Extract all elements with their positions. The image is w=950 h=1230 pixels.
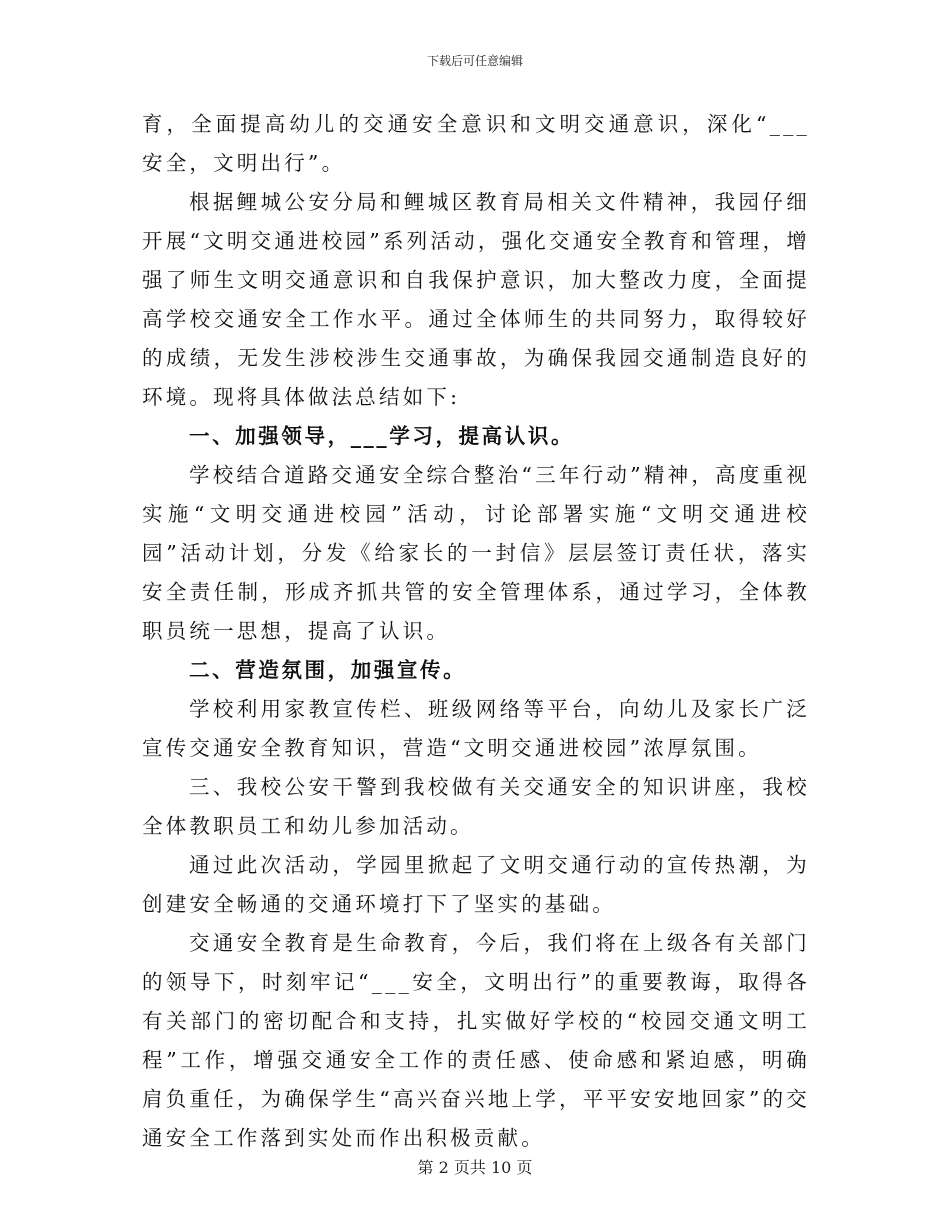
paragraph-conclusion: 交通安全教育是生命教育，今后，我们将在上级各有关部门的领导下，时刻牢记“___安全，文明出行”的重要教诲，取得各有关部门的密切配合和支持，扎实做好学校的“校园交通文明工程”工作，增强交通安全工作的责任感、使命感和紧迫感，明确肩负重任，为确保学生“高兴奋兴地上学，平平安安地回家”的交通安全工作落到实处而作出积极贡献。 — [142, 931, 810, 1150]
paragraph-section-3: 三、我校公安干警到我校做有关交通安全的知识讲座，我校全体教职员工和幼儿参加活动。 — [142, 775, 810, 838]
section-heading-1: 一、加强领导，___学习，提高认识。 — [189, 424, 575, 448]
paragraph-result: 通过此次活动，学园里掀起了文明交通行动的宣传热潮，为创建安全畅通的交通环境打下了坚实的基础。 — [142, 853, 810, 916]
page-number: 第 2 页共 10 页 — [417, 1158, 533, 1177]
paragraph-continuation: 育，全面提高幼儿的交通安全意识和文明交通意识，深化“___安全，文明出行”。 — [142, 112, 810, 175]
paragraph-section-1: 学校结合道路交通安全综合整治“三年行动”精神，高度重视实施“文明交通进校园”活动，讨论部署实施“文明交通进校园”活动计划，分发《给家长的一封信》层层签订责任状，落实安全责任制，形成齐抓共管的安全管理体系，通过学习，全体教职员统一思想，提高了认识。 — [142, 463, 810, 643]
page-header-note: 下载后可任意编辑 — [426, 54, 523, 68]
section-heading-2: 二、营造氛围，加强宣传。 — [189, 658, 467, 682]
paragraph-section-2: 学校利用家教宣传栏、班级网络等平台，向幼儿及家长广泛宣传交通安全教育知识，营造“文明交通进校园”浓厚氛围。 — [142, 697, 810, 760]
document-body — [142, 105, 810, 1158]
paragraph-intro: 根据鲤城公安分局和鲤城区教育局相关文件精神，我园仔细开展“文明交通进校园”系列活动，强化交通安全教育和管理，增强了师生文明交通意识和自我保护意识，加大整改力度，全面提高学校交通安全工作水平。通过全体师生的共同努力，取得较好的成绩，无发生涉校涉生交通事故，为确保我园交通制造良好的环境。现将具体做法总结如下: — [142, 190, 810, 409]
